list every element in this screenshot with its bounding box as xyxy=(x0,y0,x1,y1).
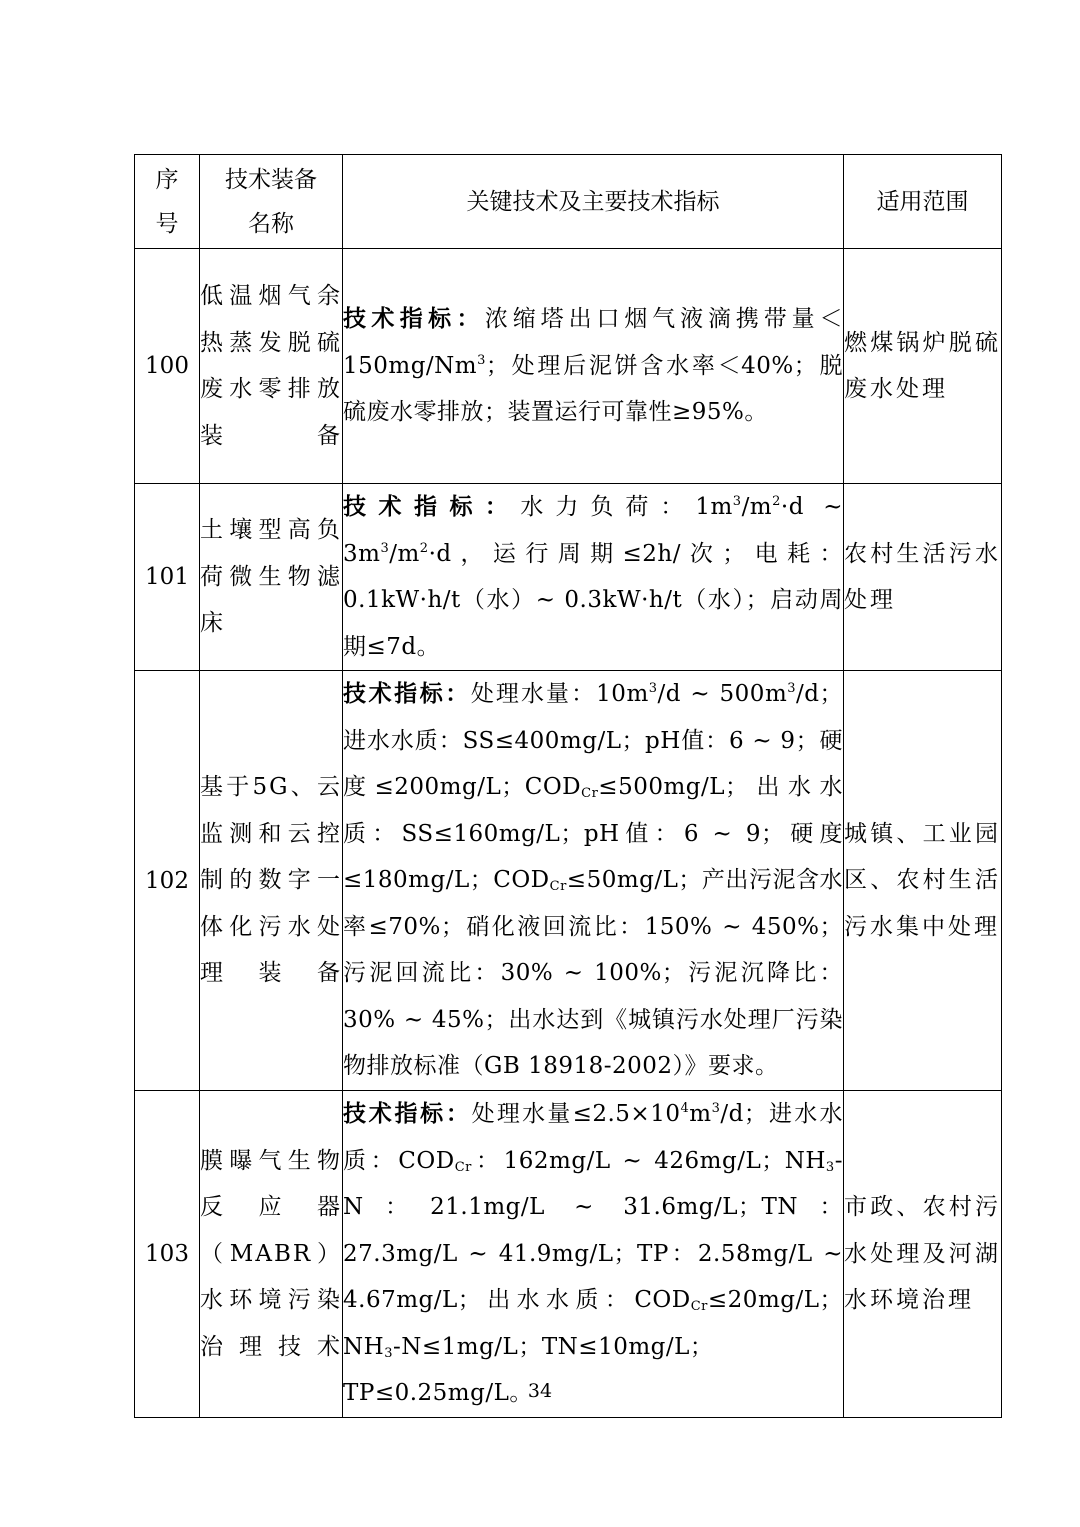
row-number: 101 xyxy=(135,484,200,671)
row-number: 100 xyxy=(135,249,200,484)
header-scope: 适用范围 xyxy=(844,155,1002,249)
table-row xyxy=(135,671,1002,1091)
tech-indicators xyxy=(343,249,844,484)
indicator-text: 水力负荷：$1m^3/m^2\cdot d$ ~ $3m^3/m^2\cdot d$，运行周期≤2h/次；电耗：0.1kW·h/t（水）~ 0.3kW·h/t（水）；启动周期≤7d。 xyxy=(343,494,844,660)
table-row xyxy=(135,249,1002,484)
header-tech: 关键技术及主要技术指标 xyxy=(343,155,844,249)
indicator-text: 处理水量：$10m^3/d$ ~ $500m^3/d$；进水水质：SS≤400mg/L；pH值：6 ~ 9；硬度≤200mg/L；$COD_{Cr}\le 500mg/L$；出水水质：SS≤160mg/L；pH值：6 ~ 9；硬度≤180mg/L；$COD_{Cr}\le 50mg/L$；产出污泥含水率≤70%；硝化液回流比：150% ~ 450%；污泥回流比：30% ~ 100%；污泥沉降比：30% ~ 45%；出水达到《城镇污水处理厂污染物排放标准（GB 18918-2002）》要求。 xyxy=(343,681,844,1080)
header-seq: 序号 xyxy=(135,155,200,249)
technology-table xyxy=(134,154,1002,1418)
application-scope: 市政、农村污水处理及河湖水环境治理 xyxy=(844,1091,1002,1418)
indicator-label: 技术指标： xyxy=(343,681,471,708)
equipment-name: 基于5G、云监测和云控制的数字一体化污水处理装备 xyxy=(200,671,343,1091)
indicator-text: 浓缩塔出口烟气液滴携带量$<150mg/Nm^3$；处理后泥饼含水率＜40%；脱硫废水零排放；装置运行可靠性≥95%。 xyxy=(343,306,844,426)
header-row xyxy=(135,155,1002,249)
row-number: 103 xyxy=(135,1091,200,1418)
indicator-label: 技术指标： xyxy=(343,494,521,520)
equipment-name: 低温烟气余热蒸发脱硫废水零排放装备 xyxy=(200,249,343,484)
table-row xyxy=(135,1091,1002,1418)
tech-indicators xyxy=(343,1091,844,1418)
tech-indicators xyxy=(343,484,844,671)
indicator-label: 技术指标： xyxy=(343,1101,472,1127)
row-number: 102 xyxy=(135,671,200,1091)
tech-indicators xyxy=(343,671,844,1091)
application-scope: 农村生活污水处理 xyxy=(844,484,1002,671)
equipment-name: 膜曝气生物反应器（MABR）水环境污染治理技术 xyxy=(200,1091,343,1418)
header-name: 技术装备名称 xyxy=(200,155,343,249)
application-scope: 城镇、工业园区、农村生活污水集中处理 xyxy=(844,671,1002,1091)
application-scope: 燃煤锅炉脱硫废水处理 xyxy=(844,249,1002,484)
indicator-label: 技术指标： xyxy=(343,306,485,333)
table-row xyxy=(135,484,1002,671)
page-number: 34 xyxy=(527,1380,553,1402)
indicator-text: 处理水量$\le 2.5\times 10^4m^3/d$；进水水质：$COD_{Cr}$：162mg/L ~ 426mg/L；$NH_3-N$：21.1mg/L ~ 31.6mg/L；TN：27.3mg/L ~ 41.9mg/L；TP：2.58mg/L ~ 4.67mg/L；出水水质：$COD_{Cr}\le 20mg/L$；$NH_3-N\le 1mg/L$；TN≤10mg/L；TP≤0.25mg/L。 xyxy=(343,1101,844,1406)
equipment-name: 土壤型高负荷微生物滤床 xyxy=(200,484,343,671)
